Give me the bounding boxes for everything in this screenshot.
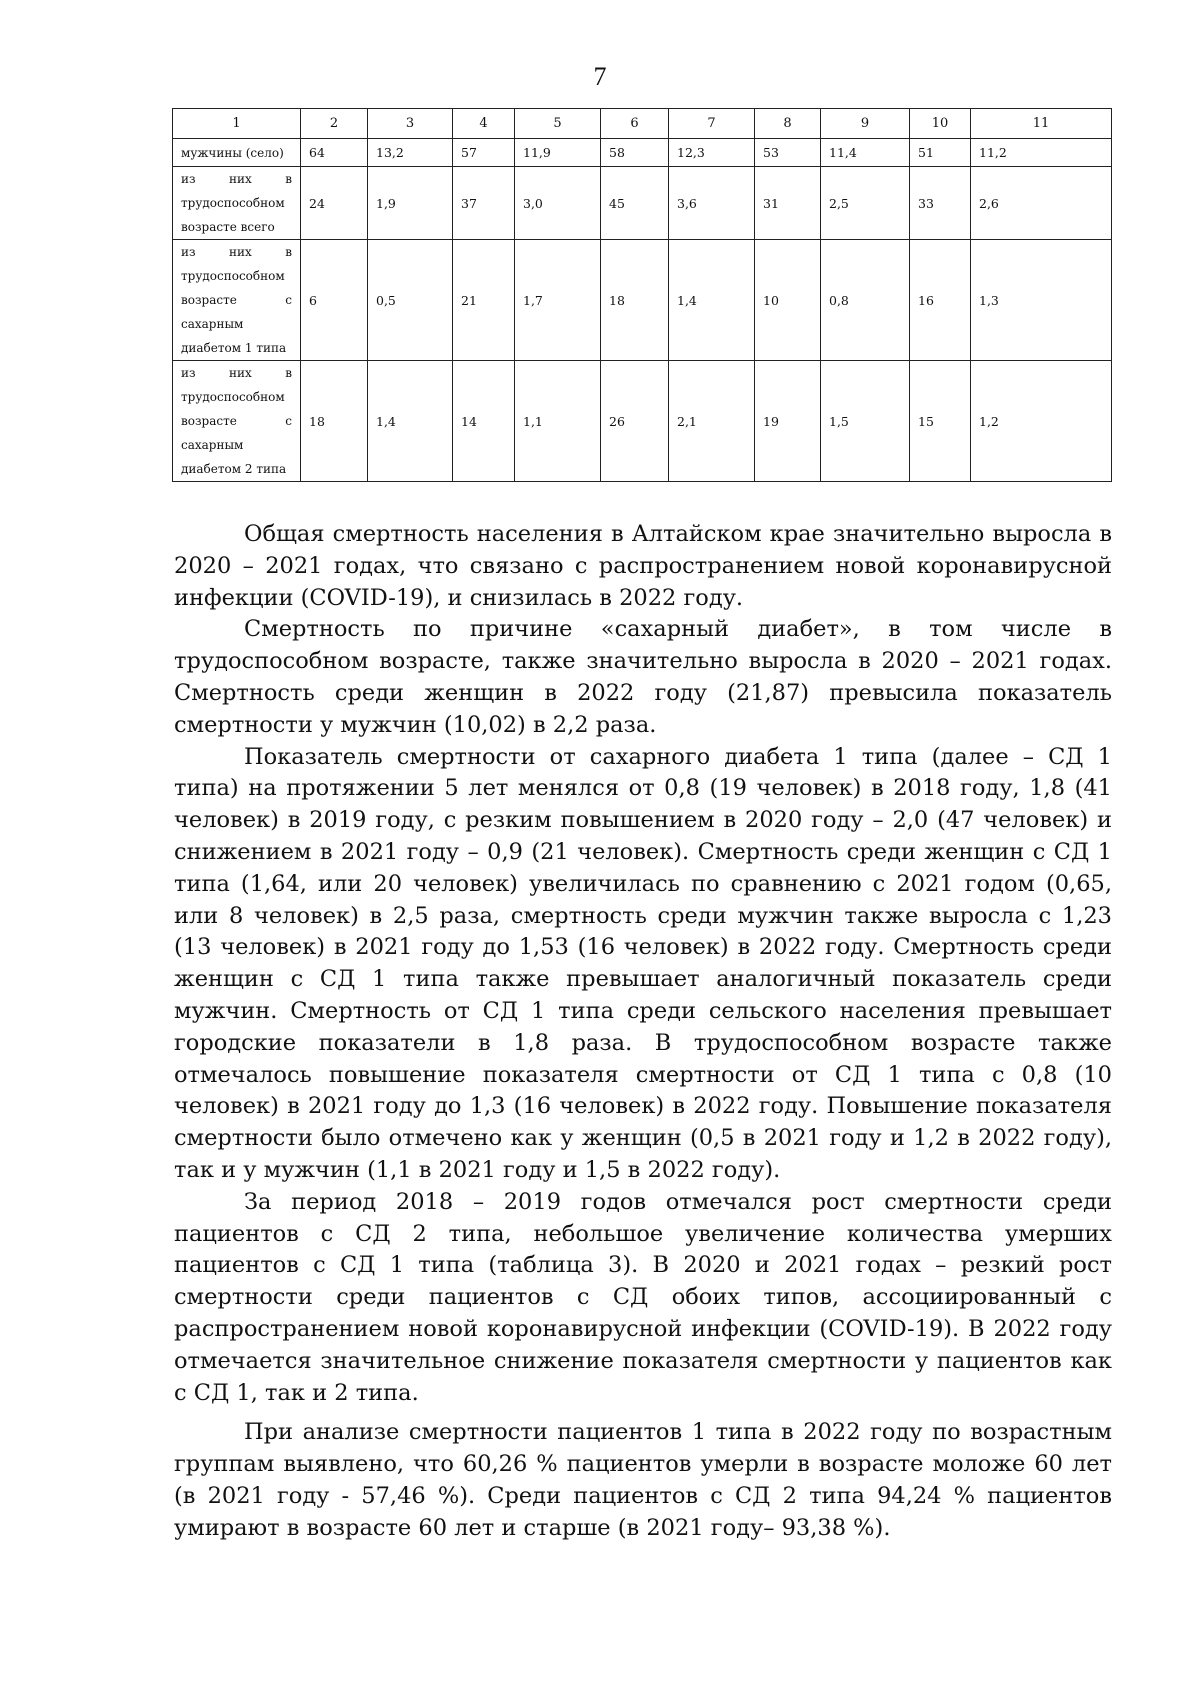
table-cell: 11,9 <box>515 139 601 167</box>
table-header-cell: 8 <box>755 109 821 139</box>
table-cell: 12,3 <box>669 139 755 167</box>
table-cell: 24 <box>301 167 368 240</box>
table-cell: 0,5 <box>368 240 453 361</box>
table-cell: 0,8 <box>821 240 910 361</box>
table-cell: 3,6 <box>669 167 755 240</box>
table-cell: 3,0 <box>515 167 601 240</box>
paragraph: Общая смертность населения в Алтайском крае значительно выросла в 2020 – 2021 годах, что связано с распространением новой коронавирусной инфекции (COVID-19), и снизилась в 2022 году. <box>174 521 1112 611</box>
table-cell: 18 <box>601 240 669 361</box>
table-cell: 2,5 <box>821 167 910 240</box>
page-number: 7 <box>593 62 607 91</box>
table-cell: 11,4 <box>821 139 910 167</box>
table-cell: 26 <box>601 361 669 482</box>
table-header-row <box>173 109 1112 139</box>
table-cell: 58 <box>601 139 669 167</box>
table-cell: 1,7 <box>515 240 601 361</box>
body-text <box>174 519 1112 1545</box>
table-header-cell: 1 <box>173 109 301 139</box>
table-cell: 37 <box>453 167 515 240</box>
table-row <box>173 361 1112 482</box>
table-header-cell: 4 <box>453 109 515 139</box>
paragraph: Смертность по причине «сахарный диабет», в том числе в трудоспособном возрасте, также значительно выросла в 2020 – 2021 годах. Смертность среди женщин в 2022 году (21,87) превысила показатель смертности у мужчин (10,02) в 2,2 раза. <box>174 616 1112 738</box>
table-cell: 1,4 <box>368 361 453 482</box>
mortality-table <box>172 108 1112 482</box>
table-cell: 18 <box>301 361 368 482</box>
row-label: мужчины (село) <box>173 139 301 167</box>
row-label: из них в трудоспособном возрасте с сахарным диабетом 1 типа <box>173 240 301 361</box>
table-cell: 10 <box>755 240 821 361</box>
table-cell: 64 <box>301 139 368 167</box>
table-header-cell: 11 <box>971 109 1112 139</box>
table-cell: 1,9 <box>368 167 453 240</box>
table-cell: 1,3 <box>971 240 1112 361</box>
table-cell: 11,2 <box>971 139 1112 167</box>
table-cell: 1,5 <box>821 361 910 482</box>
paragraph: За период 2018 – 2019 годов отмечался рост смертности среди пациентов с СД 2 типа, небольшое увеличение количества умерших пациентов с СД 1 типа (таблица 3). В 2020 и 2021 годах – резкий рост смертности среди пациентов с СД обоих типов, ассоциированный с распространением новой коронавирусной инфекции (COVID-19). В 2022 году отмечается значительное снижение показателя смертности у пациентов как с СД 1, так и 2 типа. <box>174 1188 1112 1406</box>
table-cell: 33 <box>910 167 971 240</box>
table-cell: 1,4 <box>669 240 755 361</box>
table-cell: 15 <box>910 361 971 482</box>
table-cell: 6 <box>301 240 368 361</box>
table-header-cell: 7 <box>669 109 755 139</box>
table-cell: 31 <box>755 167 821 240</box>
table-row <box>173 167 1112 240</box>
row-label: из них в трудоспособном возрасте с сахарным диабетом 2 типа <box>173 361 301 482</box>
table-header-cell: 9 <box>821 109 910 139</box>
table-cell: 13,2 <box>368 139 453 167</box>
table-cell: 2,6 <box>971 167 1112 240</box>
table-row <box>173 240 1112 361</box>
table-header-cell: 2 <box>301 109 368 139</box>
table-header-cell: 3 <box>368 109 453 139</box>
table-header-cell: 5 <box>515 109 601 139</box>
table-cell: 16 <box>910 240 971 361</box>
table-cell: 21 <box>453 240 515 361</box>
table-cell: 57 <box>453 139 515 167</box>
table-cell: 45 <box>601 167 669 240</box>
table-cell: 14 <box>453 361 515 482</box>
table-cell: 2,1 <box>669 361 755 482</box>
table-row <box>173 139 1112 167</box>
table-cell: 51 <box>910 139 971 167</box>
paragraph: При анализе смертности пациентов 1 типа в 2022 году по возрастным группам выявлено, что 60,26 % пациентов умерли в возрасте моложе 60 лет (в 2021 году - 57,46 %). Среди пациентов с СД 2 типа 94,24 % пациентов умирают в возрасте 60 лет и старше (в 2021 году– 93,38 %). <box>174 1419 1112 1541</box>
table-cell: 1,1 <box>515 361 601 482</box>
table-header-cell: 6 <box>601 109 669 139</box>
table-cell: 53 <box>755 139 821 167</box>
paragraph: Показатель смертности от сахарного диабета 1 типа (далее – СД 1 типа) на протяжении 5 лет менялся от 0,8 (19 человек) в 2018 году, 1,8 (41 человек) в 2019 году, с резким повышением в 2020 году – 2,0 (47 человек) и снижением в 2021 году – 0,9 (21 человек). Смертность среди женщин с СД 1 типа (1,64, или 20 человек) увеличилась по сравнению с 2021 годом (0,65, или 8 человек) в 2,5 раза, смертность среди мужчин также выросла с 1,23 (13 человек) в 2021 году до 1,53 (16 человек) в 2022 году. Смертность среди женщин с СД 1 типа также превышает аналогичный показатель среди мужчин. Смертность от СД 1 типа среди сельского населения превышает городские показатели в 1,8 раза. В трудоспособном возрасте также отмечалось повышение показателя смертности от СД 1 типа с 0,8 (10 человек) в 2021 году до 1,3 (16 человек) в 2022 году. Повышение показателя смертности было отмечено как у женщин (0,5 в 2021 году и 1,2 в 2022 году), так и у мужчин (1,1 в 2021 году и 1,5 в 2022 году). <box>174 743 1112 1183</box>
row-label: из них в трудоспособном возрасте всего <box>173 167 301 240</box>
table-header-cell: 10 <box>910 109 971 139</box>
table-cell: 19 <box>755 361 821 482</box>
table-cell: 1,2 <box>971 361 1112 482</box>
